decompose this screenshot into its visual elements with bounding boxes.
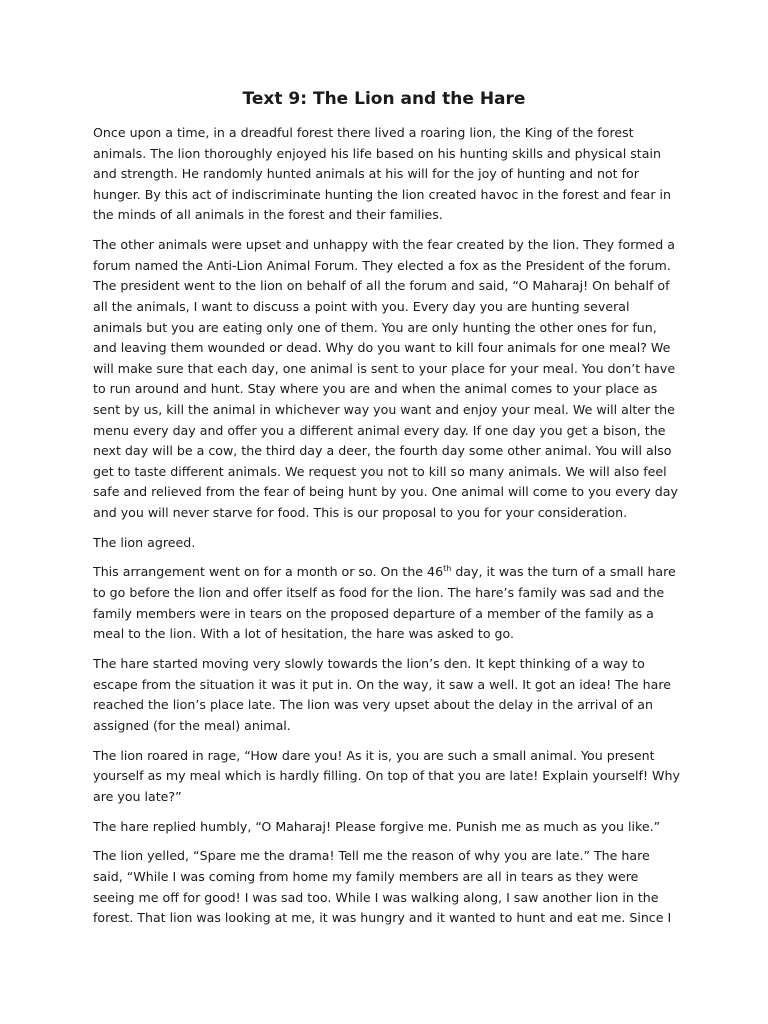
- paragraph-5: The hare started moving very slowly towards the lion’s den. It kept thinking of a way to escape from the situation it was it put in. On the way, it saw a well. It got an idea! The hare reached the lion’s place late. The lion was very upset about the delay in the arrival of an assigned (for the meal) animal.: [93, 656, 671, 733]
- paragraph-4-rest: day, it was the turn of a small hare to go before the lion and offer itself as food for the lion. The hare’s family was sad and the family members were in tears on the proposed departure of a member of the family as a meal to the lion. With a lot of hesitation, the hare was asked to go.: [93, 564, 676, 642]
- paragraph-1: Once upon a time, in a dreadful forest there lived a roaring lion, the King of the forest animals. The lion thoroughly enjoyed his life based on his hunting skills and physical stain and strength. He randomly hunted animals at his will for the joy of hunting and not for hunger. By this act of indiscriminate hunting the lion created havoc in the forest and fear in the minds of all animals in the forest and their families.: [93, 125, 671, 223]
- ordinal-suffix: th: [443, 564, 452, 574]
- paragraph-4-start: This arrangement went on for a month or so. On the 46: [93, 564, 444, 580]
- paragraph-2: The other animals were upset and unhappy with the fear created by the lion. They formed a forum named the Anti-Lion Animal Forum. They elected a fox as the President of the forum. The president went to the lion on behalf of all the forum and said, “O Maharaj! On behalf of all the animals, I want to discuss a point with you. Every day you are hunting several animals but you are eating only one of them. You are only hunting the other ones for fun, and leaving them wounded or dead. Why do you want to kill four animals for one meal? We will make sure that each day, one animal is sent to your place for your meal. You don’t have to run around and hunt. Stay where you are and when the animal comes to your place as sent by us, kill the animal in whichever way you want and enjoy your meal. We will alter the menu every day and offer you a different animal every day. If one day you get a bison, the next day will be a cow, the third day a deer, the fourth day some other animal. You will also get to taste different animals. We request you not to kill so many animals. We will also feel safe and relieved from the fear of being hunt by you. One animal will come to you every day and you will never starve for food. This is our proposal to you for your consideration.: [93, 237, 678, 520]
- paragraph-7: The hare replied humbly, “O Maharaj! Please forgive me. Punish me as much as you like.”: [93, 818, 661, 834]
- document-title: Text 9: The Lion and the Hare: [242, 89, 526, 109]
- paragraph-6: The lion roared in rage, “How dare you! As it is, you are such a small animal. You present yourself as my meal which is hardly filling. On top of that you are late! Explain yourself! Why are you late?”: [93, 747, 680, 804]
- paragraph-8: The lion yelled, “Spare me the drama! Tell me the reason of why you are late.” The hare said, “While I was coming from home my family members are all in tears as they were seeing me off for good! I was sad too. While I was walking along, I saw another lion in the forest. That lion was looking at me, it was hungry and it wanted to hunt and eat me. Since I: [93, 848, 672, 926]
- document-body: [93, 123, 681, 938]
- paragraph-4: [93, 562, 681, 644]
- paragraph-3: The lion agreed.: [93, 534, 196, 550]
